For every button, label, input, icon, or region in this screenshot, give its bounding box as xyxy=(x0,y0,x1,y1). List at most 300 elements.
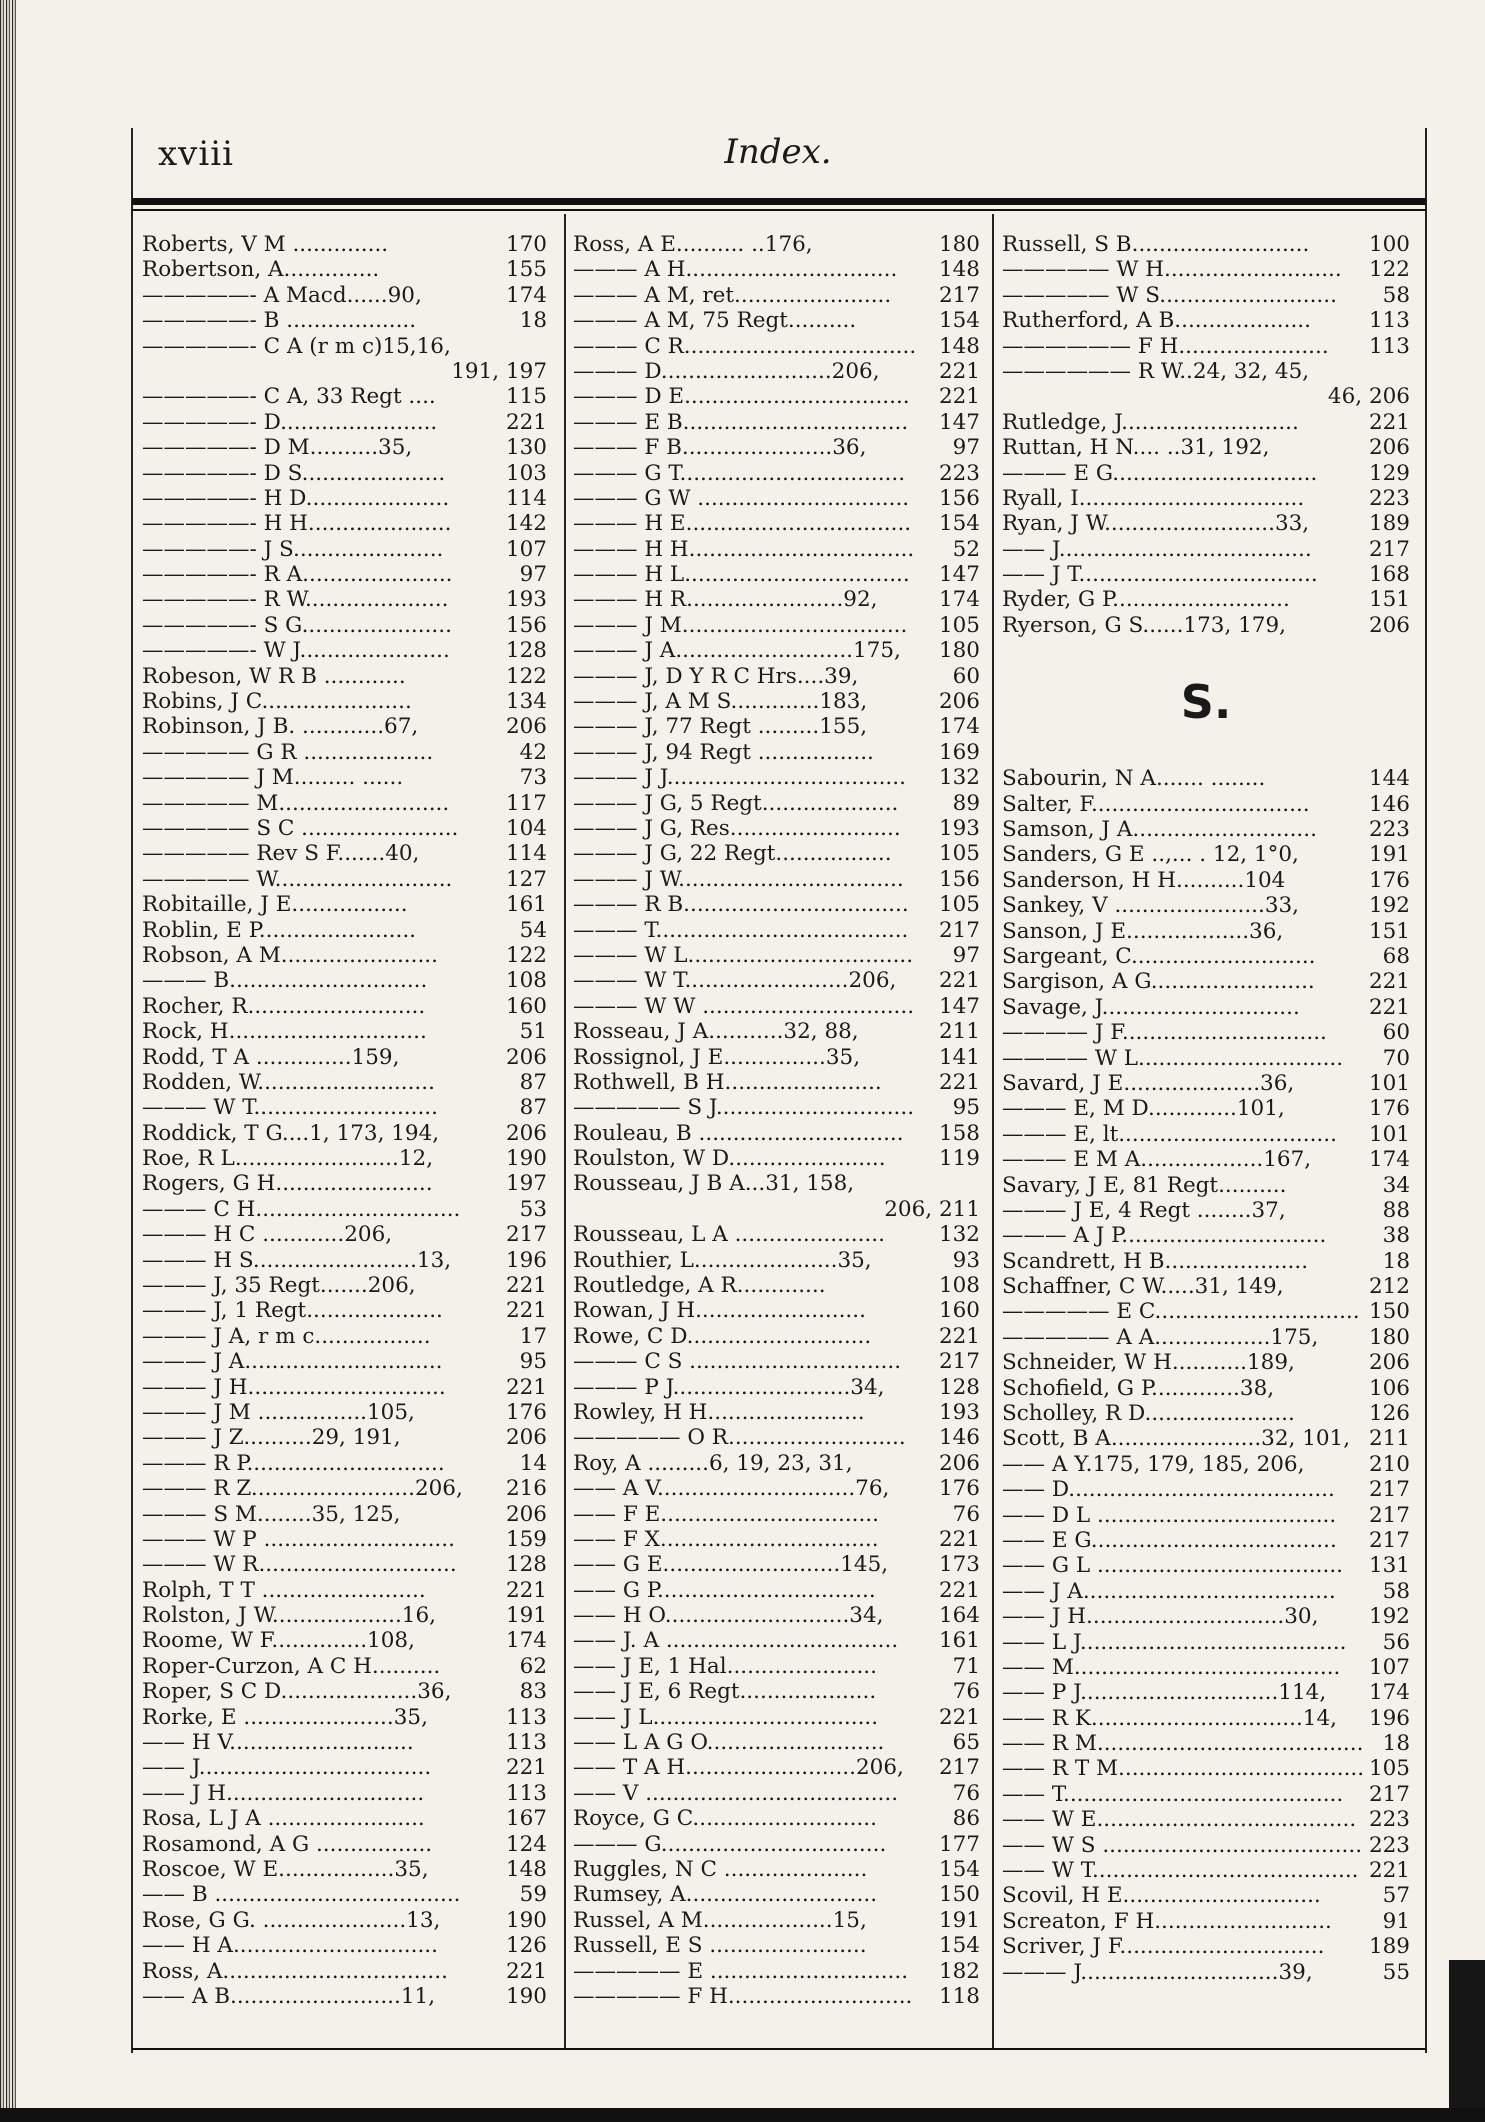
entry-pages: 101 xyxy=(1365,1071,1410,1096)
entry-name: Ryan, J W.........................33, xyxy=(1002,511,1310,537)
index-entry xyxy=(142,1984,547,2009)
entry-name: Robitaille, J E................. xyxy=(142,892,408,918)
index-entry xyxy=(142,334,547,359)
index-entry xyxy=(142,1781,547,1806)
index-entry xyxy=(1002,1756,1410,1781)
entry-pages: 221 xyxy=(935,1578,980,1603)
entry-name: —— V ..................................... xyxy=(573,1780,899,1806)
entry-name: ——— A H............................... xyxy=(573,257,898,283)
entry-name: ——— J E, 4 Regt ........37, xyxy=(1002,1197,1286,1223)
entry-pages: 113 xyxy=(1365,334,1410,359)
entry-name: Routledge, A R............. xyxy=(573,1273,826,1299)
header-rule-thick xyxy=(132,198,1426,205)
index-entry xyxy=(1002,1401,1410,1426)
index-entry xyxy=(142,562,547,587)
entry-name: Ross, A E.......... ..176, xyxy=(573,232,813,257)
index-entry xyxy=(573,1273,980,1298)
entry-name: —— J A..................................... xyxy=(1002,1578,1336,1604)
entry-pages: 212 xyxy=(1365,1274,1410,1299)
index-entry xyxy=(573,1755,980,1780)
column-separator xyxy=(564,214,566,2048)
index-entry xyxy=(573,765,980,790)
index-entry xyxy=(142,1933,547,1958)
entry-pages: 131 xyxy=(1365,1553,1410,1578)
entry-pages: 221 xyxy=(1365,1858,1410,1883)
entry-pages: 146 xyxy=(935,1425,980,1450)
index-entry xyxy=(573,689,980,714)
entry-pages: 103 xyxy=(502,461,547,486)
index-entry xyxy=(573,1451,980,1476)
index-entry xyxy=(142,1375,547,1400)
index-entry xyxy=(573,384,980,409)
entry-pages: 107 xyxy=(1365,1655,1410,1680)
entry-pages: 154 xyxy=(935,1933,980,1958)
index-entry xyxy=(142,1628,547,1653)
entry-pages: 76 xyxy=(949,1679,980,1704)
entry-name: —— A Y.175, 179, 185, 206, xyxy=(1002,1451,1305,1477)
index-entry xyxy=(142,1095,547,1120)
entry-pages: 206 xyxy=(502,1425,547,1450)
index-entry xyxy=(573,1070,980,1095)
index-entry xyxy=(573,791,980,816)
index-entry xyxy=(1002,1503,1410,1528)
entry-name: —— L J....................................... xyxy=(1002,1629,1347,1655)
index-entry xyxy=(142,257,547,282)
index-entry xyxy=(1002,1096,1410,1121)
entry-pages: 192 xyxy=(1365,1604,1410,1629)
index-entry xyxy=(573,1146,980,1171)
entry-name: Roddick, T G....1, 173, 194, xyxy=(142,1120,440,1146)
entry-pages: 216 xyxy=(502,1476,547,1501)
entry-pages: 128 xyxy=(502,638,547,663)
entry-name: —— F E................................ xyxy=(573,1501,879,1527)
entry-name: —————- W J...................... xyxy=(142,638,450,664)
entry-name: Rock, H............................. xyxy=(142,1019,427,1045)
index-entry xyxy=(573,638,980,663)
index-entry xyxy=(573,1425,980,1450)
entry-pages: 223 xyxy=(1365,1807,1410,1832)
index-entry xyxy=(1002,1147,1410,1172)
entry-name: Roulston, W D....................... xyxy=(573,1146,886,1172)
index-entry xyxy=(142,1603,547,1628)
entry-name: Sanderson, H H..........104 xyxy=(1002,867,1286,893)
entry-pages: 70 xyxy=(1379,1046,1410,1071)
index-entry xyxy=(142,1324,547,1349)
entry-name: Roblin, E P....................... xyxy=(142,917,416,943)
entry-pages: 221 xyxy=(502,1298,547,1323)
index-entry xyxy=(573,1121,980,1146)
index-entry xyxy=(573,1933,980,1958)
entry-name: Sabourin, N A....... ........ xyxy=(1002,766,1266,792)
entry-name: Scandrett, H B..................... xyxy=(1002,1248,1309,1274)
entry-pages: 42 xyxy=(516,740,547,765)
index-entry xyxy=(1002,1579,1410,1604)
entry-pages: 73 xyxy=(516,765,547,790)
entry-name: ——— H H................................. xyxy=(573,536,915,562)
index-entry xyxy=(1002,1122,1410,1147)
entry-pages: 191, 197 xyxy=(447,359,547,384)
index-entry xyxy=(142,410,547,435)
entry-pages: 91 xyxy=(1379,1909,1410,1934)
entry-name: —— H O...........................34, xyxy=(573,1603,884,1629)
entry-name: ————— W H.......................... xyxy=(1002,257,1342,283)
entry-pages: 100 xyxy=(1365,232,1410,257)
index-entry xyxy=(1002,537,1410,562)
entry-pages: 189 xyxy=(1365,511,1410,536)
entry-name: ——— G W ............................... xyxy=(573,485,910,511)
entry-name: —— J.................................. xyxy=(142,1755,432,1781)
entry-name: ——— J H............................. xyxy=(142,1374,446,1400)
index-entry xyxy=(142,1045,547,1070)
index-entry xyxy=(1002,486,1410,511)
entry-pages: 76 xyxy=(949,1502,980,1527)
entry-name: Salter, F................................ xyxy=(1002,791,1310,817)
entry-pages: 191 xyxy=(1365,842,1410,867)
entry-pages: 130 xyxy=(502,435,547,460)
index-entry xyxy=(573,1476,980,1501)
entry-name: Screaton, F H.......................... xyxy=(1002,1908,1332,1934)
entry-pages: 65 xyxy=(949,1730,980,1755)
entry-name: —— H V........................... xyxy=(142,1730,414,1756)
entry-name: ————— A A.................175, xyxy=(1002,1324,1319,1350)
index-entry xyxy=(142,1451,547,1476)
entry-name: —— R M....................................... xyxy=(1002,1731,1364,1757)
entry-name: Rolph, T T ........................ xyxy=(142,1577,426,1603)
index-entry xyxy=(573,968,980,993)
entry-name: ——— J W................................. xyxy=(573,866,904,892)
entry-pages: 168 xyxy=(1365,562,1410,587)
index-entry xyxy=(142,1400,547,1425)
entry-name: ————— M......................... xyxy=(142,790,450,816)
index-entry xyxy=(573,359,980,384)
index-entry xyxy=(573,1349,980,1374)
entry-pages: 93 xyxy=(949,1248,980,1273)
entry-pages: 18 xyxy=(516,308,547,333)
entry-pages: 173 xyxy=(935,1552,980,1577)
entry-pages: 147 xyxy=(935,994,980,1019)
entry-name: ——— H E................................. xyxy=(573,511,912,537)
index-entry xyxy=(142,613,547,638)
index-entry xyxy=(142,791,547,816)
entry-name: —————- A Macd......90, xyxy=(142,282,422,308)
entry-name: ——— D.........................206, xyxy=(573,358,880,384)
index-entry xyxy=(1002,1680,1410,1705)
entry-pages: 206 xyxy=(1365,435,1410,460)
entry-name: Rowan, J H......................... xyxy=(573,1298,866,1324)
entry-pages: 87 xyxy=(516,1070,547,1095)
index-entry xyxy=(573,1375,980,1400)
entry-name: ——— R P............................. xyxy=(142,1450,445,1476)
entry-pages: 119 xyxy=(935,1146,980,1171)
index-entry xyxy=(1002,308,1410,333)
index-entry xyxy=(1002,587,1410,612)
entry-name: —————- C A (r m c)15,16, xyxy=(142,333,451,359)
index-entry xyxy=(1002,1452,1410,1477)
entry-pages: 114 xyxy=(502,841,547,866)
entry-name: —————- C A, 33 Regt .... xyxy=(142,384,436,410)
entry-pages: 18 xyxy=(1379,1249,1410,1274)
entry-pages: 206 xyxy=(935,689,980,714)
entry-pages: 126 xyxy=(1365,1401,1410,1426)
entry-name: Ross, A................................. xyxy=(142,1958,448,1984)
entry-pages: 176 xyxy=(935,1476,980,1501)
entry-pages: 105 xyxy=(935,613,980,638)
index-entry xyxy=(142,943,547,968)
entry-pages: 97 xyxy=(516,562,547,587)
entry-pages: 180 xyxy=(935,638,980,663)
entry-name: ——— R B................................. xyxy=(573,892,909,918)
entry-pages: 221 xyxy=(1365,995,1410,1020)
entry-pages: 174 xyxy=(935,714,980,739)
index-entry xyxy=(1002,995,1410,1020)
entry-name: Savage, J............................. xyxy=(1002,994,1300,1020)
index-entry xyxy=(573,1045,980,1070)
entry-pages: 156 xyxy=(935,867,980,892)
entry-name: —————- D S..................... xyxy=(142,460,446,486)
entry-name: ——— W T........................... xyxy=(142,1095,438,1121)
footer-rule xyxy=(132,2048,1426,2050)
entry-name: Rodd, T A ..............159, xyxy=(142,1044,400,1070)
index-entry xyxy=(142,841,547,866)
entry-pages: 59 xyxy=(516,1882,547,1907)
entry-pages: 115 xyxy=(502,384,547,409)
entry-pages: 34 xyxy=(1379,1173,1410,1198)
entry-pages: 223 xyxy=(1365,486,1410,511)
entry-pages: 223 xyxy=(935,461,980,486)
entry-pages: 114 xyxy=(502,486,547,511)
entry-name: Rorke, E ......................35, xyxy=(142,1704,428,1730)
entry-pages: 17 xyxy=(516,1324,547,1349)
entry-pages: 68 xyxy=(1379,944,1410,969)
entry-name: —————— F H...................... xyxy=(1002,333,1329,359)
entry-name: ——— E, M D.............101, xyxy=(1002,1096,1285,1122)
entry-pages: 206 xyxy=(502,1121,547,1146)
entry-name: ——— H R.......................92, xyxy=(573,587,878,613)
index-entry xyxy=(142,511,547,536)
index-entry xyxy=(142,892,547,917)
entry-name: Robson, A M....................... xyxy=(142,942,438,968)
entry-name: Robinson, J B. ............67, xyxy=(142,714,419,740)
entry-pages: 193 xyxy=(935,816,980,841)
entry-name: ——— A M, 75 Regt.......... xyxy=(573,308,857,334)
entry-pages: 122 xyxy=(502,664,547,689)
index-entry xyxy=(1002,1173,1410,1198)
entry-name: Roome, W F..............108, xyxy=(142,1628,415,1654)
entry-name: —— F X................................ xyxy=(573,1526,879,1552)
entry-pages: 161 xyxy=(935,1628,980,1653)
entry-name: ——— J, A M S.............183, xyxy=(573,689,868,715)
index-entry xyxy=(142,1197,547,1222)
entry-name: Russel, A M...................15, xyxy=(573,1907,867,1933)
entry-name: Roe, R L........................12, xyxy=(142,1146,434,1172)
index-entry xyxy=(1002,384,1410,409)
index-entry xyxy=(1002,1604,1410,1629)
entry-pages: 18 xyxy=(1379,1731,1410,1756)
index-entry xyxy=(142,308,547,333)
entry-name: Schneider, W H...........189, xyxy=(1002,1350,1295,1376)
entry-pages: 154 xyxy=(935,308,980,333)
entry-pages: 221 xyxy=(935,359,980,384)
index-entry xyxy=(1002,1731,1410,1756)
entry-name: Rosseau, J A...........32, 88, xyxy=(573,1019,859,1045)
index-entry xyxy=(1002,435,1410,460)
entry-name: —— J H.............................30, xyxy=(1002,1604,1319,1630)
entry-pages: 210 xyxy=(1365,1452,1410,1477)
entry-name: ——— W T........................206, xyxy=(573,968,897,994)
entry-name: Scholley, R D...................... xyxy=(1002,1401,1295,1427)
entry-name: ——— A M, ret....................... xyxy=(573,282,892,308)
entry-pages: 206 xyxy=(502,1045,547,1070)
index-entry xyxy=(1002,944,1410,969)
entry-pages: 174 xyxy=(1365,1680,1410,1705)
entry-name: ——— J G, 5 Regt.................... xyxy=(573,790,899,816)
entry-pages: 223 xyxy=(1365,1833,1410,1858)
entry-name: ——— J, 35 Regt.......206, xyxy=(142,1273,416,1299)
index-entry xyxy=(1002,1782,1410,1807)
entry-name: —————- H D..................... xyxy=(142,485,450,511)
entry-name: Robins, J C...................... xyxy=(142,689,412,715)
index-entry xyxy=(1002,1909,1410,1934)
index-entry xyxy=(1002,1020,1410,1045)
entry-pages: 122 xyxy=(502,943,547,968)
entry-pages: 155 xyxy=(502,257,547,282)
entry-name: —— J T................................... xyxy=(1002,562,1318,588)
entry-pages: 105 xyxy=(1365,1756,1410,1781)
entry-pages: 190 xyxy=(502,1146,547,1171)
index-entry xyxy=(1002,562,1410,587)
index-entry xyxy=(573,1882,980,1907)
index-entry xyxy=(142,1578,547,1603)
index-entry xyxy=(142,994,547,1019)
index-entry xyxy=(1002,919,1410,944)
entry-pages: 146 xyxy=(1365,792,1410,817)
entry-pages: 132 xyxy=(935,765,980,790)
index-entry xyxy=(142,1679,547,1704)
entry-name: Schofield, G P.............38, xyxy=(1002,1375,1275,1401)
entry-pages: 206 xyxy=(1365,613,1410,638)
index-entry xyxy=(573,740,980,765)
entry-pages: 142 xyxy=(502,511,547,536)
entry-pages: 211 xyxy=(935,1019,980,1044)
entry-pages: 191 xyxy=(935,1908,980,1933)
entry-pages: 221 xyxy=(935,1705,980,1730)
entry-name: —— G E..........................145, xyxy=(573,1552,889,1578)
entry-pages: 158 xyxy=(935,1121,980,1146)
index-entry xyxy=(1002,969,1410,994)
index-entry xyxy=(573,664,980,689)
entry-pages: 221 xyxy=(935,1070,980,1095)
entry-pages: 150 xyxy=(1365,1299,1410,1324)
entry-pages: 189 xyxy=(1365,1934,1410,1959)
index-entry xyxy=(142,1171,547,1196)
index-entry xyxy=(573,1908,980,1933)
entry-pages: 217 xyxy=(935,1755,980,1780)
entry-name: —— H A.............................. xyxy=(142,1933,438,1959)
index-entry xyxy=(1002,1630,1410,1655)
entry-name: —— A B.........................11, xyxy=(142,1983,436,2009)
entry-pages: 132 xyxy=(935,1222,980,1247)
index-entry xyxy=(1002,257,1410,282)
index-entry xyxy=(142,1882,547,1907)
entry-name: —————- B ................... xyxy=(142,308,417,334)
entry-pages: 107 xyxy=(502,537,547,562)
entry-name: ——— W R............................. xyxy=(142,1552,457,1578)
entry-name: ——— J A, r m c................. xyxy=(142,1323,431,1349)
entry-pages: 56 xyxy=(1379,1630,1410,1655)
entry-pages: 113 xyxy=(502,1705,547,1730)
entry-name: —— W T....................................... xyxy=(1002,1858,1359,1884)
entry-pages: 160 xyxy=(502,994,547,1019)
entry-pages: 154 xyxy=(935,1857,980,1882)
index-entry xyxy=(573,613,980,638)
entry-name: —— L A G O.......................... xyxy=(573,1730,885,1756)
index-entry xyxy=(1002,766,1410,791)
entry-name: —————- H H..................... xyxy=(142,511,452,537)
entry-name: Roper-Curzon, A C H.......... xyxy=(142,1653,441,1679)
page-title: Index. xyxy=(724,132,832,172)
entry-name: —— W S ...................................... xyxy=(1002,1832,1363,1858)
index-entry xyxy=(1002,1883,1410,1908)
index-entry xyxy=(1002,1071,1410,1096)
index-entry xyxy=(1002,1046,1410,1071)
entry-name: —— J. A .................................. xyxy=(573,1628,899,1654)
entry-name: ——— J.............................39, xyxy=(1002,1959,1313,1985)
entry-pages: 221 xyxy=(1365,969,1410,994)
index-entry xyxy=(573,410,980,435)
entry-name: ——— J A..........................175, xyxy=(573,638,901,664)
entry-pages: 196 xyxy=(1365,1706,1410,1731)
index-entry xyxy=(573,1959,980,1984)
entry-name: —— A V.............................76, xyxy=(573,1476,890,1502)
entry-pages: 217 xyxy=(1365,1782,1410,1807)
index-entry xyxy=(1002,1325,1410,1350)
entry-name: Rosamond, A G ................. xyxy=(142,1831,433,1857)
index-entry xyxy=(142,1705,547,1730)
column-separator xyxy=(992,214,994,2048)
index-entry xyxy=(1002,1553,1410,1578)
entry-name: —— G L .................................... xyxy=(1002,1553,1343,1579)
index-column-2 xyxy=(573,232,980,2032)
index-entry xyxy=(1002,817,1410,842)
index-entry xyxy=(573,308,980,333)
index-entry xyxy=(142,1806,547,1831)
entry-pages: 117 xyxy=(502,791,547,816)
entry-name: —————- J S...................... xyxy=(142,536,444,562)
entry-pages: 221 xyxy=(1365,410,1410,435)
index-entry xyxy=(1002,1249,1410,1274)
entry-pages: 206 xyxy=(1365,1350,1410,1375)
page-edge-shadow xyxy=(1449,1960,1485,2122)
index-entry xyxy=(142,1222,547,1247)
index-entry xyxy=(573,257,980,282)
entry-name: Savary, J E, 81 Regt.......... xyxy=(1002,1172,1287,1198)
index-entry xyxy=(142,968,547,993)
entry-pages: 221 xyxy=(502,410,547,435)
entry-name: ——— W P ............................ xyxy=(142,1526,455,1552)
entry-pages: 221 xyxy=(935,968,980,993)
entry-pages: 113 xyxy=(502,1730,547,1755)
index-entry xyxy=(573,1857,980,1882)
entry-pages: 154 xyxy=(935,511,980,536)
index-entry xyxy=(142,918,547,943)
index-entry xyxy=(573,1197,980,1222)
entry-pages: 217 xyxy=(935,918,980,943)
section-letter: S. xyxy=(1180,675,1232,730)
index-entry xyxy=(573,587,980,612)
entry-pages: 217 xyxy=(502,1222,547,1247)
entry-pages: 86 xyxy=(949,1806,980,1831)
index-entry xyxy=(1002,283,1410,308)
